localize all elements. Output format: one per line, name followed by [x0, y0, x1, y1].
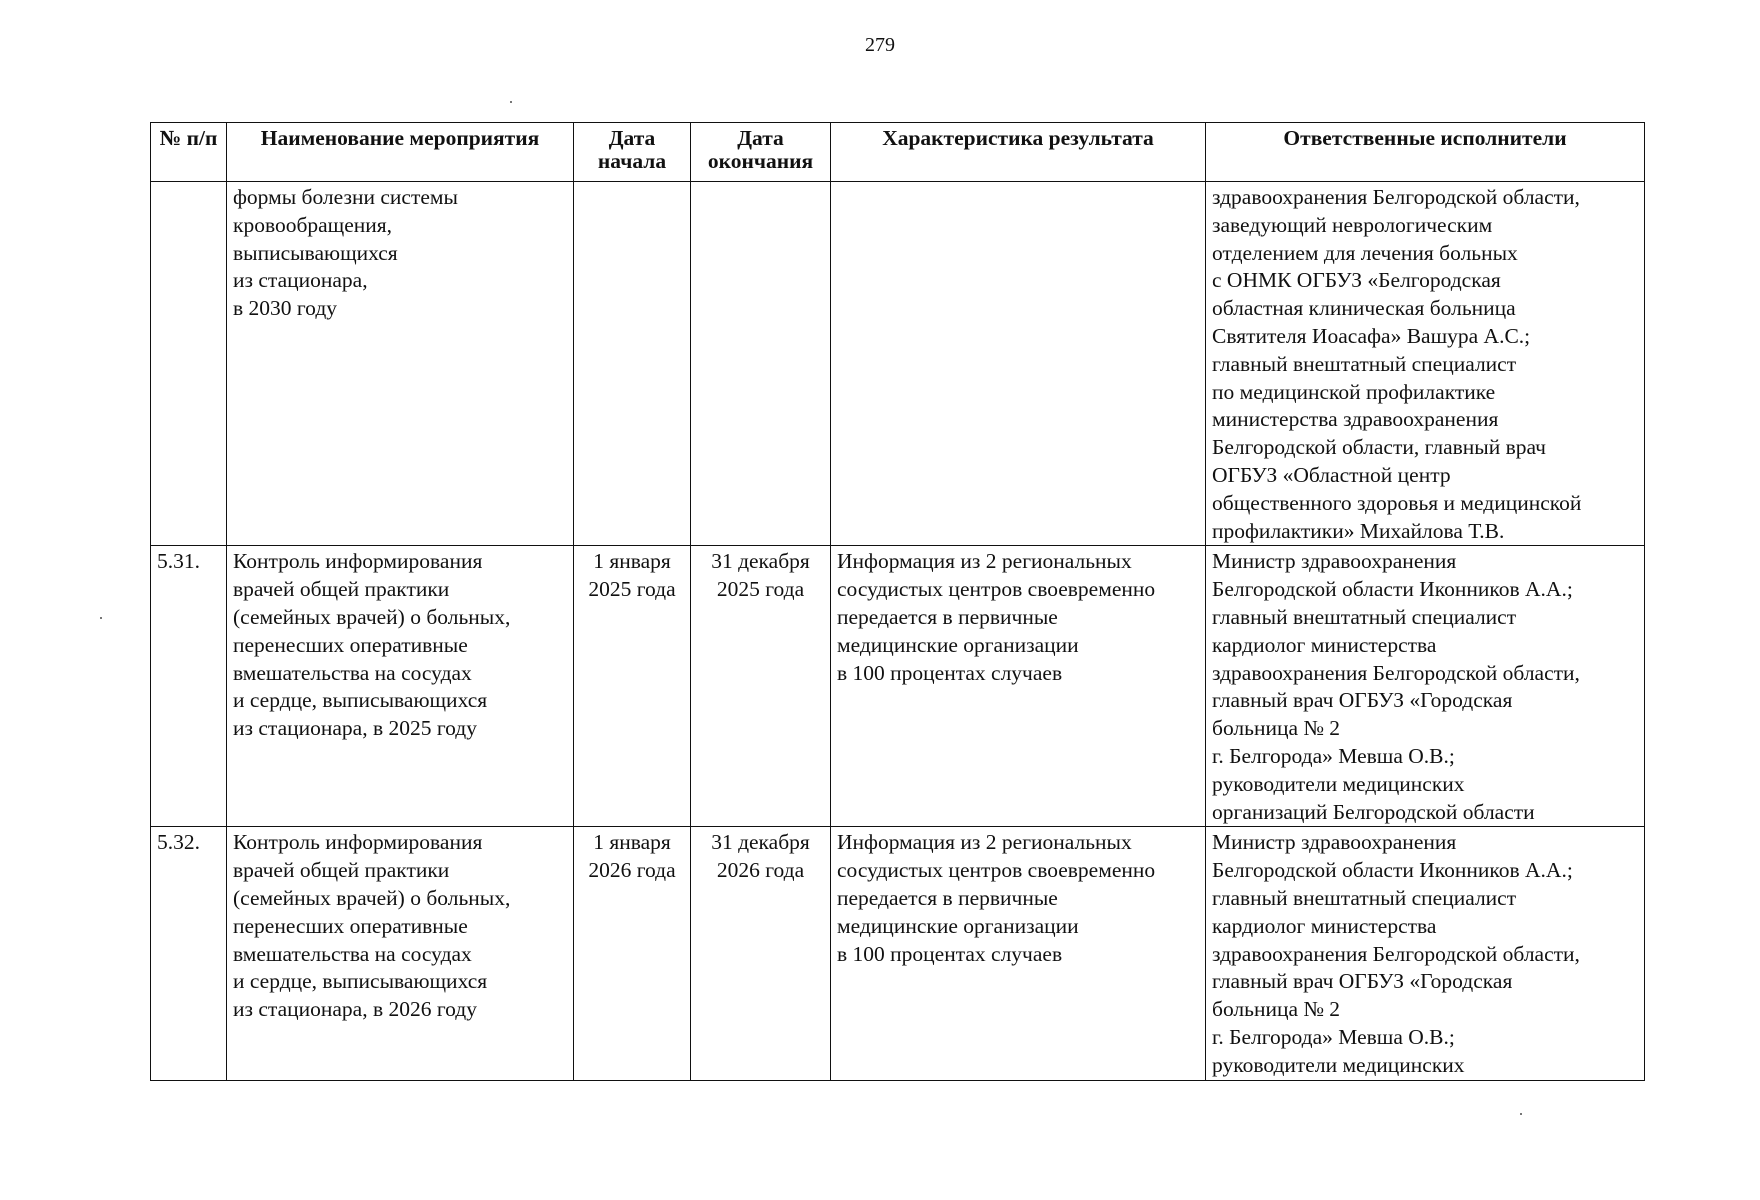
header-end-date: Дата окончания — [691, 123, 831, 182]
header-result: Характеристика результата — [831, 123, 1206, 182]
result-description: Информация из 2 региональных сосудистых центров своевременно передается в первичные медицинские организации в 100 процентах случаев — [831, 827, 1206, 1080]
result-description — [831, 182, 1206, 546]
responsible-persons: Министр здравоохранения Белгородской области Иконников А.А.; главный внештатный специалист кардиолог министерства здравоохранения Белгородской области, главный врач ОГБУЗ «Городская больница № 2 г. Белгорода» Мевша О.В.; руководители медицинских — [1206, 827, 1645, 1080]
header-number: № п/п — [151, 123, 227, 182]
responsible-persons: здравоохранения Белгородской области, заведующий неврологическим отделением для лечения больных с ОНМК ОГБУЗ «Белгородская областная клиническая больница Святителя Иоасафа» Вашура А.С.; главный внештатный специалист по медицинской профилактике министерства здравоохранения Белгородской области, главный врач ОГБУЗ «Областной центр общественного здоровья и медицинской профилактики» Михайлова Т.В. — [1206, 182, 1645, 546]
start-date — [574, 182, 691, 546]
end-date — [691, 182, 831, 546]
table-header-row — [151, 123, 1645, 182]
table-row — [151, 827, 1645, 1080]
start-date: 1 января 2025 года — [574, 546, 691, 827]
measure-name: формы болезни системы кровообращения, выписывающихся из стационара, в 2030 году — [227, 182, 574, 546]
end-date: 31 декабря 2026 года — [691, 827, 831, 1080]
responsible-persons: Министр здравоохранения Белгородской области Иконников А.А.; главный внештатный специалист кардиолог министерства здравоохранения Белгородской области, главный врач ОГБУЗ «Городская больница № 2 г. Белгорода» Мевша О.В.; руководители медицинских организаций Белгородской области — [1206, 546, 1645, 827]
measures-table — [150, 122, 1645, 1081]
row-number — [151, 182, 227, 546]
measure-name: Контроль информирования врачей общей практики (семейных врачей) о больных, перенесших оперативные вмешательства на сосудах и сердце, выписывающихся из стационара, в 2025 году — [227, 546, 574, 827]
page-number: 279 — [865, 34, 895, 56]
header-measure-name: Наименование мероприятия — [227, 123, 574, 182]
header-start-date: Дата начала — [574, 123, 691, 182]
result-description: Информация из 2 региональных сосудистых центров своевременно передается в первичные медицинские организации в 100 процентах случаев — [831, 546, 1206, 827]
row-number: 5.32. — [151, 827, 227, 1080]
end-date: 31 декабря 2025 года — [691, 546, 831, 827]
measure-name: Контроль информирования врачей общей практики (семейных врачей) о больных, перенесших оперативные вмешательства на сосудах и сердце, выписывающихся из стационара, в 2026 году — [227, 827, 574, 1080]
scan-speck — [1520, 1113, 1522, 1115]
table-row — [151, 182, 1645, 546]
start-date: 1 января 2026 года — [574, 827, 691, 1080]
header-responsible: Ответственные исполнители — [1206, 123, 1645, 182]
table-row — [151, 546, 1645, 827]
row-number: 5.31. — [151, 546, 227, 827]
scan-speck — [100, 617, 102, 619]
scan-speck — [510, 101, 512, 103]
